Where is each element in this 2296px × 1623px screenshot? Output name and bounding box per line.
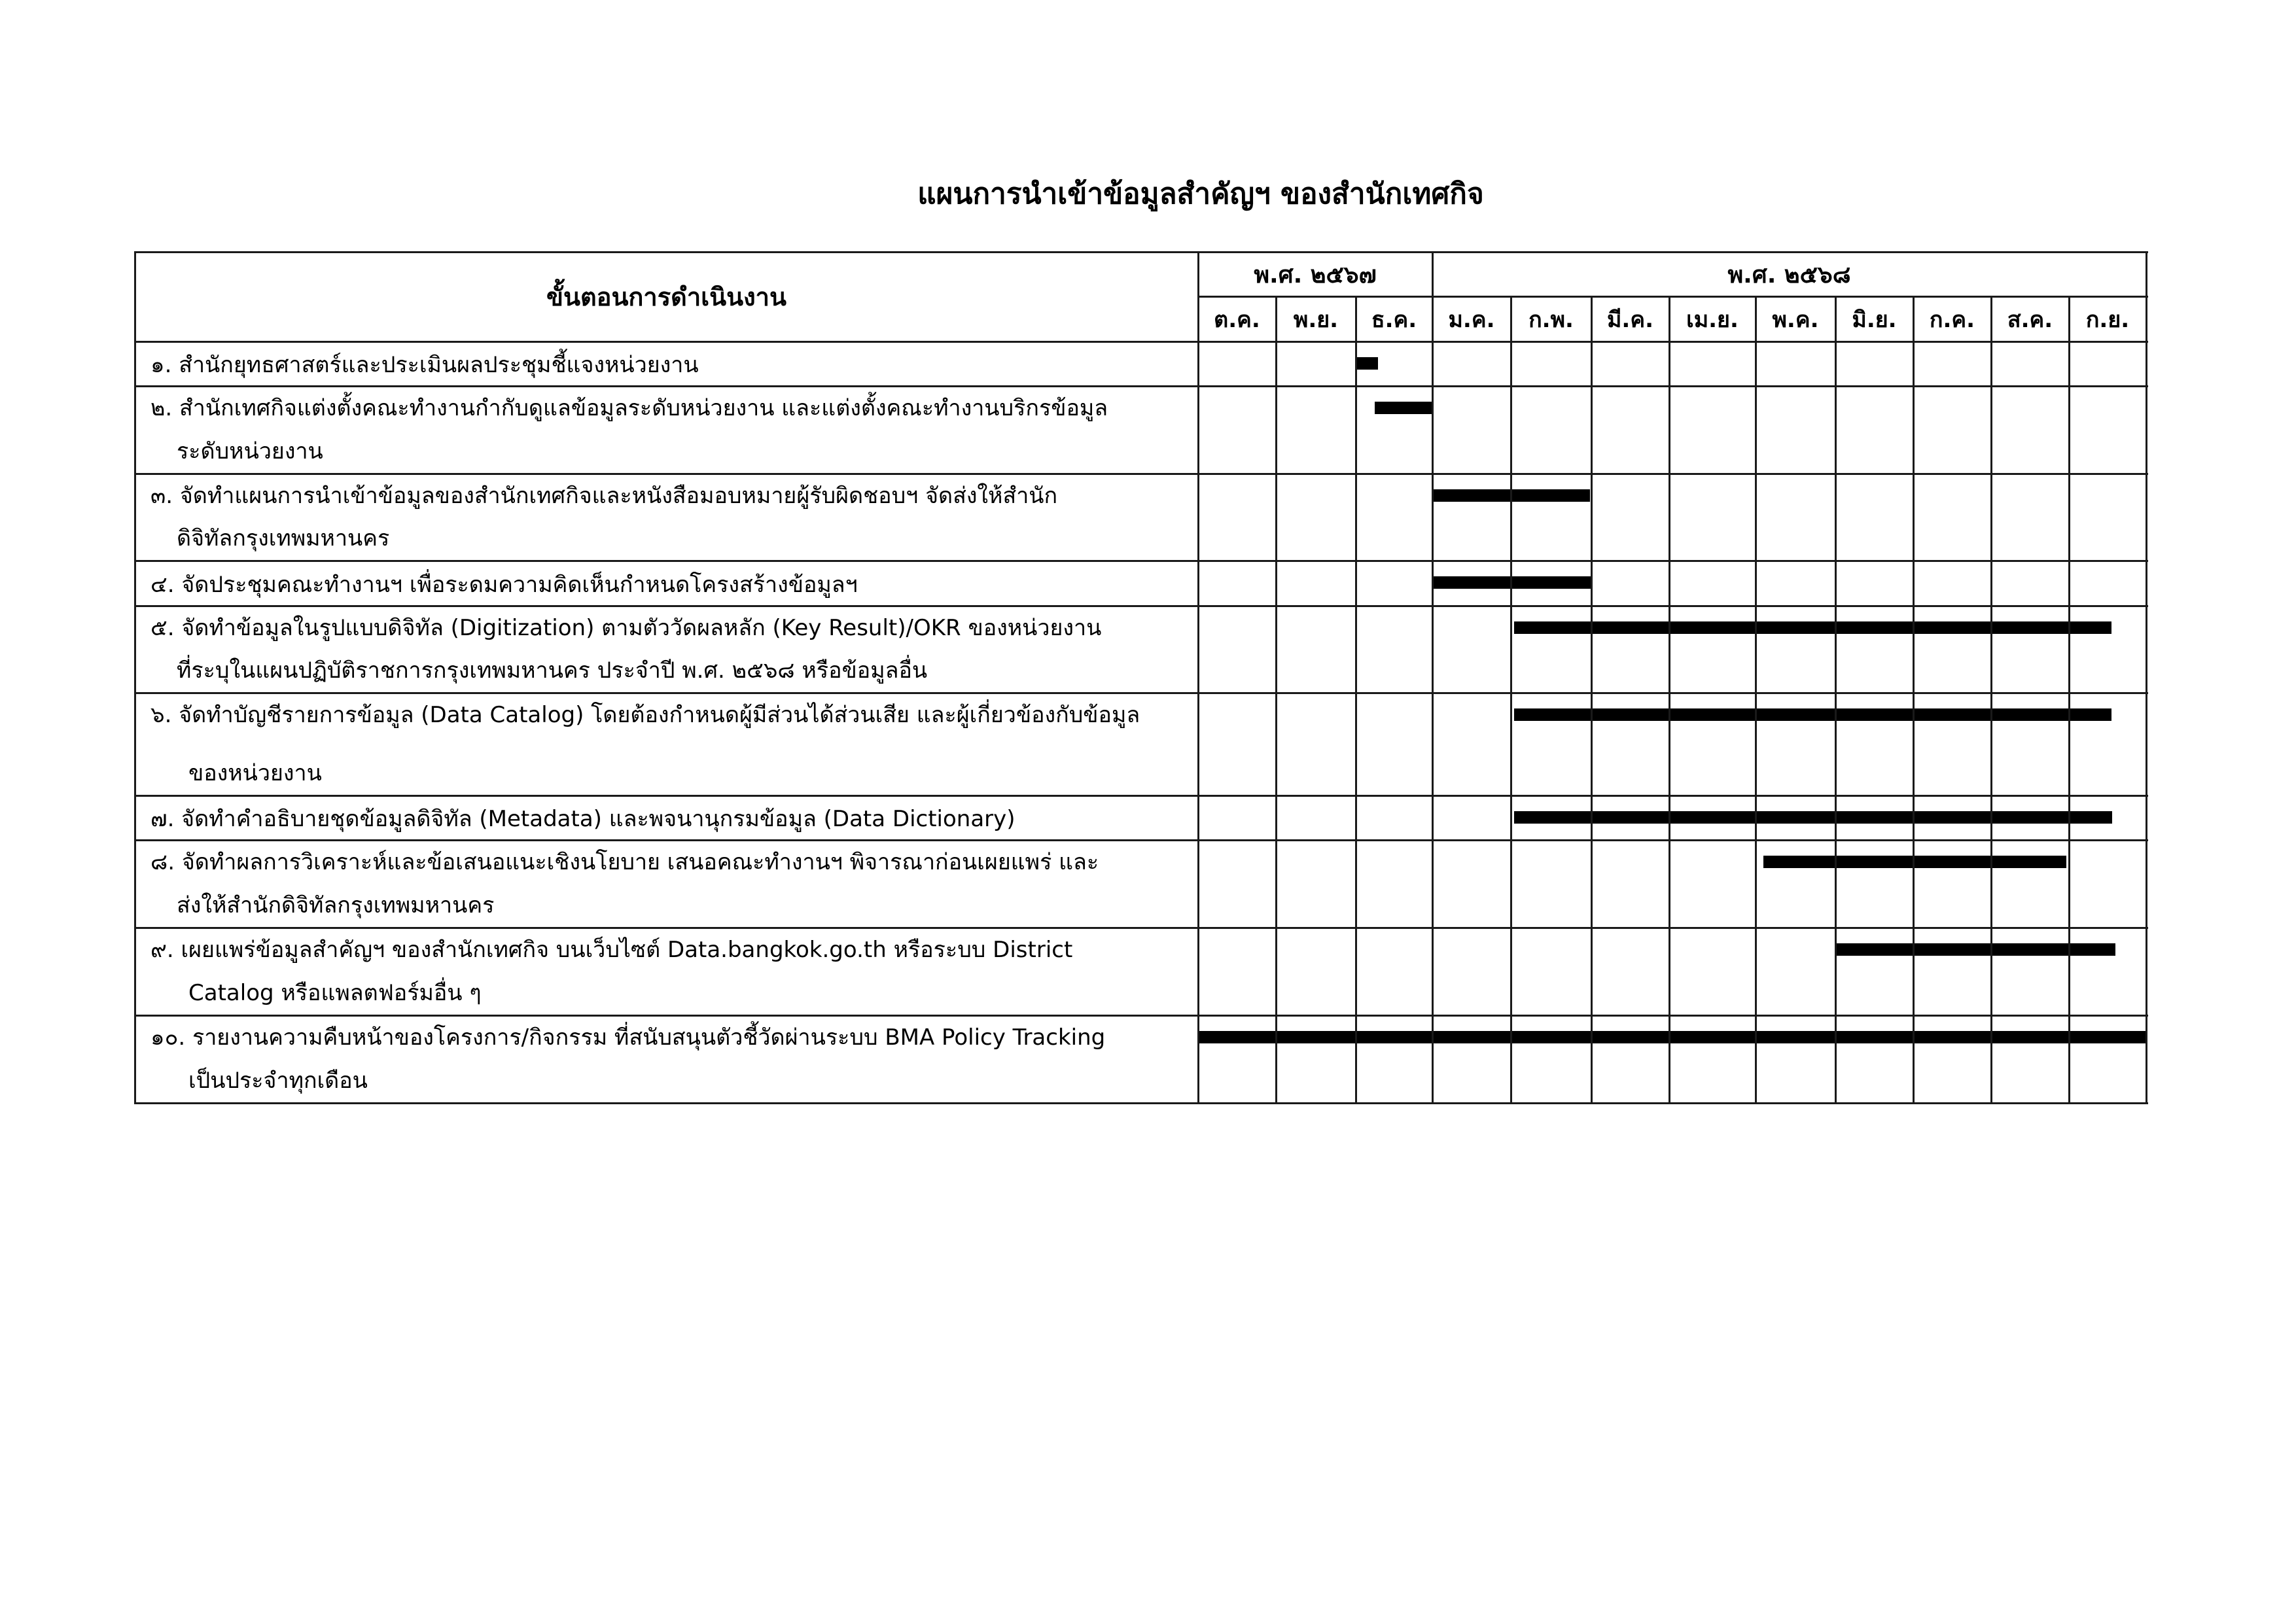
month-header: ก.พ. bbox=[1528, 306, 1574, 333]
task-step-text-continued: ดิจิทัลกรุงเทพมหานคร bbox=[177, 525, 390, 551]
task-step bbox=[150, 606, 1191, 693]
table-border-vertical bbox=[1197, 251, 1199, 1104]
table-border-vertical bbox=[1669, 296, 1670, 1104]
task-step-text: ๑๐. รายงานความคืบหน้าของโครงการ/กิจกรรม ที่สนับสนุนตัวชี้วัดผ่านระบบ BMA Policy Tracking bbox=[150, 1024, 1106, 1051]
table-border-horizontal bbox=[135, 795, 2148, 797]
table-border-horizontal bbox=[135, 560, 2148, 562]
task-step-text: ๘. จัดทำผลการวิเคราะห์และข้อเสนอแนะเชิงนโยบาย เสนอคณะทำงานฯ พิจารณาก่อนเผยแพร่ และ bbox=[150, 849, 1099, 875]
task-step-text: ๔. จัดประชุมคณะทำงานฯ เพื่อระดมความคิดเห็นกำหนดโครงสร้างข้อมูลฯ bbox=[150, 571, 858, 598]
month-header: พ.ย. bbox=[1293, 306, 1339, 333]
table-border-vertical bbox=[1275, 296, 1277, 1104]
task-step bbox=[150, 341, 1191, 386]
table-border-horizontal bbox=[135, 251, 2148, 253]
table-border-vertical bbox=[1432, 251, 1434, 1104]
year-header: พ.ศ. ๒๕๖๗ bbox=[1254, 261, 1377, 288]
task-step-text-continued: ที่ระบุในแผนปฏิบัติราชการกรุงเทพมหานคร ประจำปี พ.ศ. ๒๕๖๘ หรือข้อมูลอื่น bbox=[177, 657, 928, 684]
month-header: พ.ค. bbox=[1772, 306, 1819, 333]
table-border-horizontal bbox=[135, 692, 2148, 694]
task-step-text: ๑. สำนักยุทธศาสตร์และประเมินผลประชุมชี้แจงหน่วยงาน bbox=[150, 352, 699, 378]
table-border-horizontal bbox=[135, 473, 2148, 475]
month-header: เม.ย. bbox=[1686, 306, 1739, 333]
gantt-bar bbox=[1514, 621, 2111, 634]
task-step-text: ๖. จัดทำบัญชีรายการข้อมูล (Data Catalog) โดยต้องกำหนดผู้มีส่วนได้ส่วนเสีย และผู้เกี่ยวข้องกับข้อมูล bbox=[150, 702, 1140, 728]
table-border-horizontal bbox=[135, 385, 2148, 387]
task-step-text-continued: เป็นประจำทุกเดือน bbox=[188, 1068, 368, 1094]
task-step-text: ๗. จัดทำคำอธิบายชุดข้อมูลดิจิทัล (Metadata) และพจนานุกรมข้อมูล (Data Dictionary) bbox=[150, 806, 1016, 832]
task-step bbox=[150, 561, 1191, 606]
table-border-vertical bbox=[134, 251, 136, 1104]
task-step bbox=[150, 795, 1191, 840]
task-step bbox=[150, 840, 1191, 928]
gantt-bar bbox=[1763, 856, 2066, 868]
gantt-bar bbox=[1514, 708, 2111, 721]
task-step bbox=[150, 693, 1191, 795]
task-step-text: ๙. เผยแพร่ข้อมูลสำคัญฯ ของสำนักเทศกิจ บนเว็บไซต์ Data.bangkok.go.th หรือระบบ District bbox=[150, 937, 1073, 963]
month-header: ต.ค. bbox=[1214, 306, 1260, 333]
gantt-bar bbox=[1199, 1031, 2145, 1043]
table-border-vertical bbox=[2146, 251, 2147, 1104]
table-border-horizontal bbox=[135, 839, 2148, 841]
table-border-horizontal bbox=[135, 605, 2148, 607]
table-border-horizontal bbox=[135, 927, 2148, 929]
task-step bbox=[150, 474, 1191, 561]
table-border-vertical bbox=[1913, 296, 1915, 1104]
month-header: มี.ค. bbox=[1607, 306, 1653, 333]
table-border-horizontal bbox=[135, 1102, 2148, 1104]
task-step-text-continued: ส่งให้สำนักดิจิทัลกรุงเทพมหานคร bbox=[177, 892, 495, 918]
gantt-bar bbox=[1356, 357, 1378, 370]
task-step-text-continued: ระดับหน่วยงาน bbox=[177, 438, 323, 464]
gantt-bar bbox=[1375, 402, 1432, 414]
document-title: แผนการนำเข้าข้อมูลสำคัญฯ ของสำนักเทศกิจ bbox=[917, 177, 1484, 211]
gantt-bar bbox=[1835, 943, 2115, 956]
task-step-text: ๓. จัดทำแผนการนำเข้าข้อมูลของสำนักเทศกิจและหนังสือมอบหมายผู้รับผิดชอบฯ จัดส่งให้สำนัก bbox=[150, 483, 1058, 509]
task-step-text: ๕. จัดทำข้อมูลในรูปแบบดิจิทัล (Digitization) ตามตัววัดผลหลัก (Key Result)/OKR ของหน่วยงาน bbox=[150, 615, 1102, 641]
month-header: มิ.ย. bbox=[1852, 306, 1897, 333]
table-border-horizontal bbox=[135, 1015, 2148, 1017]
task-step-text: ๒. สำนักเทศกิจแต่งตั้งคณะทำงานกำกับดูแลข้อมูลระดับหน่วยงาน และแต่งตั้งคณะทำงานบริกรข้อมูล bbox=[150, 395, 1108, 421]
step-column-header: ขั้นตอนการดำเนินงาน bbox=[546, 283, 786, 311]
month-header: ม.ค. bbox=[1448, 306, 1495, 333]
table-border-horizontal bbox=[1198, 296, 2148, 298]
month-header: ธ.ค. bbox=[1371, 306, 1417, 333]
table-border-vertical bbox=[1990, 296, 1992, 1104]
task-step bbox=[150, 1015, 1191, 1103]
table-border-vertical bbox=[1591, 296, 1593, 1104]
table-border-vertical bbox=[1835, 296, 1837, 1104]
table-border-vertical bbox=[1510, 296, 1512, 1104]
table-border-vertical bbox=[1355, 296, 1357, 1104]
task-step bbox=[150, 928, 1191, 1015]
month-header: ส.ค. bbox=[2007, 306, 2053, 333]
table-border-vertical bbox=[2068, 296, 2070, 1104]
task-step-text-continued: Catalog หรือแพลตฟอร์มอื่น ๆ bbox=[188, 980, 482, 1006]
month-header: ก.ค. bbox=[1929, 306, 1975, 333]
month-header: ก.ย. bbox=[2085, 306, 2130, 333]
task-step bbox=[150, 386, 1191, 474]
table-border-vertical bbox=[1755, 296, 1757, 1104]
task-step-text-continued: ของหน่วยงาน bbox=[188, 760, 322, 786]
gantt-bar bbox=[1514, 811, 2112, 824]
year-header: พ.ศ. ๒๕๖๘ bbox=[1727, 261, 1851, 288]
table-border-horizontal bbox=[135, 341, 2148, 343]
